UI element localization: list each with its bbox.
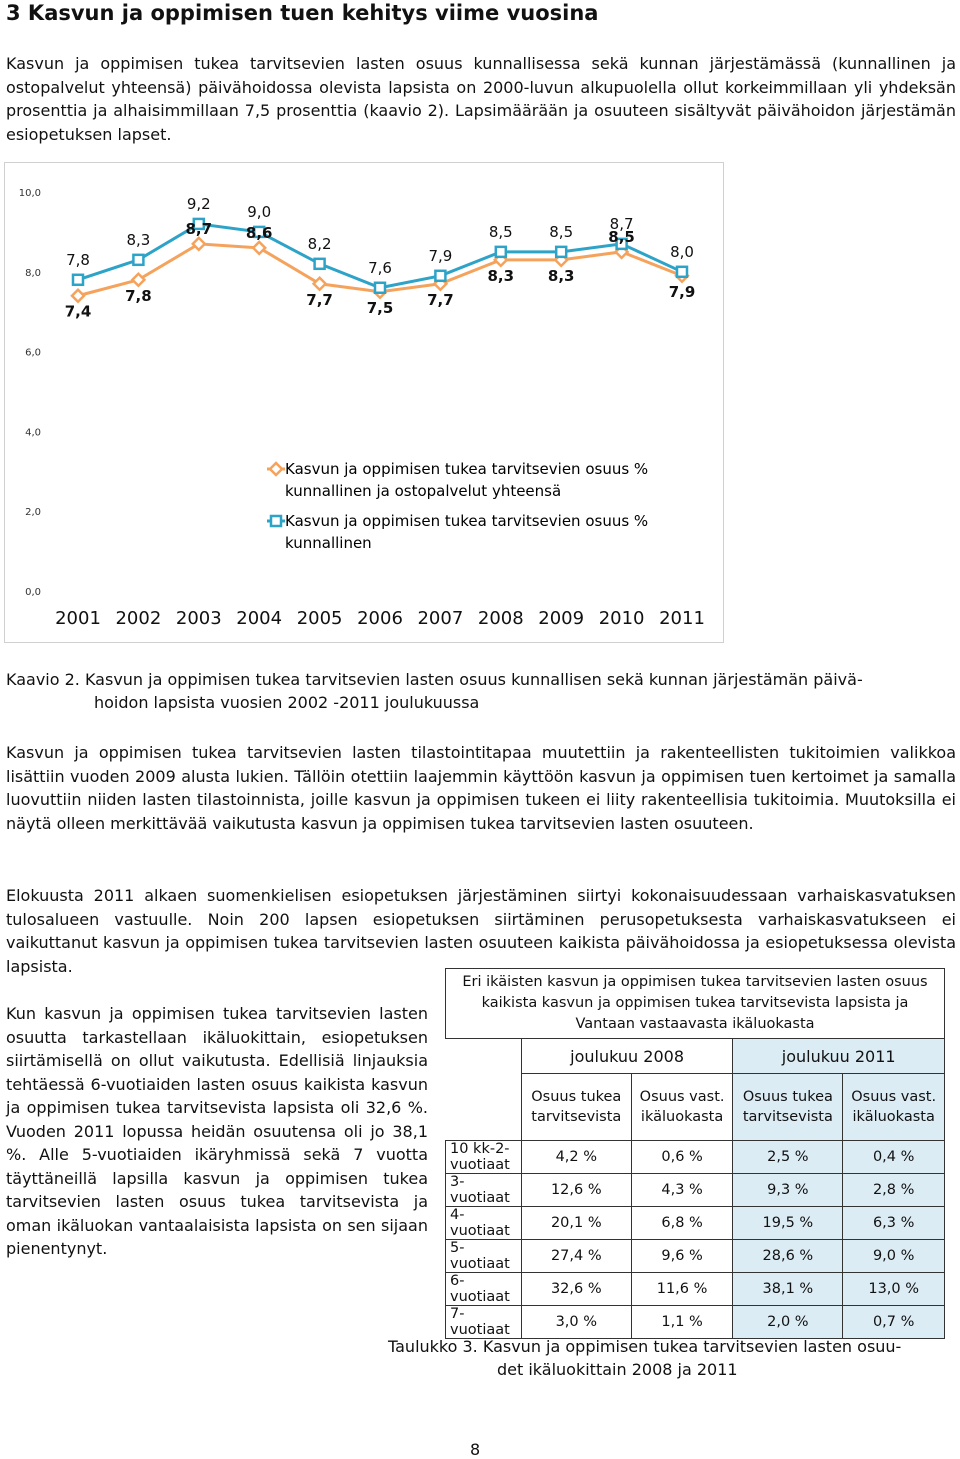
chart-caption-line2: hoidon lapsista vuosien 2002 -2011 joulukuussa bbox=[94, 693, 480, 712]
data-point-municipal bbox=[556, 247, 566, 257]
cell-age-share-2008: 4,3 % bbox=[631, 1174, 733, 1207]
data-label-total: 8,3 bbox=[487, 266, 515, 285]
cell-share-2011: 28,6 % bbox=[733, 1240, 843, 1273]
cell-age-share-2008: 6,8 % bbox=[631, 1207, 733, 1240]
cell-share-2008: 32,6 % bbox=[521, 1273, 631, 1306]
legend-text-municipal-2: kunnallinen bbox=[285, 534, 372, 552]
cell-age-share-2011: 0,4 % bbox=[843, 1141, 945, 1174]
x-tick-label: 2006 bbox=[357, 608, 403, 629]
chart-caption bbox=[6, 668, 863, 714]
data-label-total: 7,7 bbox=[427, 290, 454, 309]
table-row bbox=[446, 1273, 945, 1306]
row-label: 3-vuotiaat bbox=[446, 1174, 522, 1207]
table-row bbox=[446, 1306, 945, 1339]
cell-share-2011: 38,1 % bbox=[733, 1273, 843, 1306]
table-row bbox=[446, 1207, 945, 1240]
y-tick-label: 2,0 bbox=[25, 507, 41, 519]
y-tick-label: 4,0 bbox=[25, 427, 41, 439]
paragraph-3: Elokuusta 2011 alkaen suomenkielisen esiopetuksen järjestäminen siirtyi kokonaisuudessaan varhaiskasvatuksen tulosalueen vastuulle. Noin 200 lapsen esiopetuksen siirtäminen perusopetuksesta varhaiskasvatukseen ei vaikuttanut kasvun ja oppimisen tukea tarvitsevien lasten osuuteen kaikista päivähoidossa ja esiopetuksessa olevista lapsista. bbox=[6, 886, 956, 976]
cell-share-2008: 20,1 % bbox=[521, 1207, 631, 1240]
data-point-total bbox=[72, 290, 84, 302]
x-tick-label: 2003 bbox=[175, 608, 222, 629]
cell-share-2011: 9,3 % bbox=[733, 1174, 843, 1207]
cell-share-2011: 2,0 % bbox=[733, 1306, 843, 1339]
row-label: 10 kk-2-vuotiaat bbox=[446, 1141, 522, 1174]
cell-age-share-2011: 0,7 % bbox=[843, 1306, 945, 1339]
x-tick-label: 2008 bbox=[477, 608, 524, 629]
cell-share-2011: 19,5 % bbox=[733, 1207, 843, 1240]
table-caption-line1: Kasvun ja oppimisen tukea tarvitsevien lasten osuu- bbox=[482, 1337, 902, 1356]
data-label-municipal: 8,7 bbox=[609, 214, 634, 233]
cell-age-share-2008: 11,6 % bbox=[631, 1273, 733, 1306]
x-tick-label: 2011 bbox=[659, 608, 705, 629]
x-tick-label: 2010 bbox=[598, 608, 645, 629]
legend-text-total-2: kunnallinen ja ostopalvelut yhteensä bbox=[285, 482, 562, 500]
data-label-municipal: 8,5 bbox=[488, 222, 513, 241]
year-2008-header: joulukuu 2008 bbox=[521, 1039, 733, 1074]
x-tick-label: 2002 bbox=[115, 608, 162, 629]
row-label: 7-vuotiaat bbox=[446, 1306, 522, 1339]
data-label-municipal: 7,9 bbox=[428, 246, 453, 265]
cell-age-share-2008: 0,6 % bbox=[631, 1141, 733, 1174]
data-label-municipal: 9,2 bbox=[186, 194, 211, 213]
data-label-municipal: 9,0 bbox=[247, 202, 272, 221]
cell-share-2011: 2,5 % bbox=[733, 1141, 843, 1174]
row-label: 6-vuotiaat bbox=[446, 1273, 522, 1306]
section-heading: 3 Kasvun ja oppimisen tuen kehitys viime vuosina bbox=[6, 1, 599, 25]
data-label-total: 7,9 bbox=[668, 282, 696, 301]
data-label-total: 8,7 bbox=[185, 219, 213, 238]
legend-marker-total bbox=[270, 463, 282, 475]
cell-share-2008: 12,6 % bbox=[521, 1174, 631, 1207]
data-point-municipal bbox=[73, 275, 83, 285]
row-label: 5-vuotiaat bbox=[446, 1240, 522, 1273]
cell-share-2008: 4,2 % bbox=[521, 1141, 631, 1174]
table-row bbox=[446, 1141, 945, 1174]
y-tick-label: 0,0 bbox=[25, 587, 41, 598]
data-point-municipal bbox=[315, 259, 325, 269]
x-tick-label: 2001 bbox=[55, 608, 101, 629]
data-label-municipal: 7,6 bbox=[368, 258, 392, 277]
x-tick-label: 2004 bbox=[236, 608, 283, 629]
data-label-municipal: 8,3 bbox=[126, 230, 151, 249]
chart-canvas bbox=[5, 163, 725, 644]
page-number: 8 bbox=[470, 1440, 481, 1459]
data-label-total: 8,5 bbox=[608, 227, 635, 246]
cell-age-share-2011: 13,0 % bbox=[843, 1273, 945, 1306]
intro-paragraph: Kasvun ja oppimisen tukea tarvitsevien lasten osuus kunnallisessa sekä kunnan järjestämässä (kunnallinen ja ostopalvelut yhteensä) päivähoidossa olevista lapsista on 2000-luvun alkupuolella ollut korkeimmillaan yli yhdeksän prosenttia ja alhaisimmillaan 7,5 prosenttia (kaavio 2). Lapsimäärään ja osuuteen sisältyvät päivähoidon järjestämän esiopetuksen lapset. bbox=[6, 54, 956, 144]
row-label: 4-vuotiaat bbox=[446, 1207, 522, 1240]
col-header-age-share-2011: Osuus vast. ikäluokasta bbox=[843, 1074, 945, 1141]
data-label-total: 7,7 bbox=[306, 290, 333, 309]
paragraph-2: Kasvun ja oppimisen tukea tarvitsevien lasten tilastointitapaa muutettiin ja rakenteellisten tukitoimien valikkoa lisättiin vuoden 2009 alusta lukien. Tällöin otettiin laajemmin käyttöön kasvun ja oppimisen tuen kertoimet ja samalla luovuttiin niiden lasten tilastoinnista, joille kasvun ja oppimisen tukeen ei liity rakenteellisia tukitoimia. Muutoksilla ei näytä olleen merkittävää vaikutusta kasvun ja oppimisen tukea tarvitsevien lasten osuuteen. bbox=[6, 743, 956, 833]
col-header-share-2008: Osuus tukea tarvitsevista bbox=[521, 1074, 631, 1141]
table-caption bbox=[388, 1335, 901, 1381]
col-header-age-share-2008: Osuus vast. ikäluokasta bbox=[631, 1074, 733, 1141]
data-point-municipal bbox=[375, 283, 385, 293]
paragraph-4: Kun kasvun ja oppimisen tukea tarvitsevien lasten osuutta tarkastellaan ikäluokittain, esiopetuksen siirtämisellä on ollut vaikutusta. Edellisiä linjauksia tehtäessä 6-vuotiaiden lasten osuus kaikista kasvun ja oppimisen tukea tarvitsevista lapsista oli 32,6 %. Vuoden 2011 lopussa heidän osuutensa oli jo 38,1 %. Alle 5-vuotiaiden ikäryhmissä sekä 7 vuotta täyttäneillä lapsilla kasvun ja oppimisen tukea tarvitsevien lasten osuus tukea tarvitsevista ja oman ikäluokan vantaalaisista lapsista on sen sijaan pienentynyt. bbox=[6, 1004, 428, 1258]
data-label-municipal: 7,8 bbox=[66, 250, 90, 269]
data-label-total: 7,5 bbox=[366, 298, 394, 317]
cell-share-2008: 3,0 % bbox=[521, 1306, 631, 1339]
data-label-total: 8,6 bbox=[245, 223, 273, 242]
data-label-total: 7,8 bbox=[125, 286, 152, 305]
table-caption-label: Taulukko 3. bbox=[388, 1337, 478, 1356]
data-label-municipal: 8,2 bbox=[307, 234, 332, 253]
cell-age-share-2011: 9,0 % bbox=[843, 1240, 945, 1273]
data-label-municipal: 8,0 bbox=[670, 242, 694, 261]
data-point-municipal bbox=[435, 271, 445, 281]
data-point-municipal bbox=[677, 267, 687, 277]
y-tick-label: 10,0 bbox=[18, 188, 41, 199]
legend-text-municipal-1: Kasvun ja oppimisen tukea tarvitsevien osuus % bbox=[285, 512, 649, 530]
x-tick-label: 2007 bbox=[417, 608, 464, 629]
cell-age-share-2011: 2,8 % bbox=[843, 1174, 945, 1207]
table-caption-line2: det ikäluokittain 2008 ja 2011 bbox=[497, 1360, 738, 1379]
chart-caption-line1: Kasvun ja oppimisen tukea tarvitsevien lasten osuus kunnallisen sekä kunnan järjestämän päivä- bbox=[84, 670, 863, 689]
legend-text-total-1: Kasvun ja oppimisen tukea tarvitsevien osuus % bbox=[285, 460, 649, 478]
y-tick-label: 8,0 bbox=[25, 267, 41, 279]
cell-age-share-2008: 1,1 % bbox=[631, 1306, 733, 1339]
year-2011-header: joulukuu 2011 bbox=[733, 1039, 945, 1074]
col-header-share-2011: Osuus tukea tarvitsevista bbox=[733, 1074, 843, 1141]
chart-caption-label: Kaavio 2. bbox=[6, 670, 80, 689]
data-label-total: 7,4 bbox=[64, 302, 92, 321]
table-row bbox=[446, 1174, 945, 1207]
age-group-table bbox=[445, 968, 945, 1339]
cell-age-share-2011: 6,3 % bbox=[843, 1207, 945, 1240]
cell-age-share-2008: 9,6 % bbox=[631, 1240, 733, 1273]
cell-share-2008: 27,4 % bbox=[521, 1240, 631, 1273]
data-label-total: 8,3 bbox=[547, 266, 575, 285]
x-tick-label: 2005 bbox=[296, 608, 343, 629]
y-tick-label: 6,0 bbox=[25, 347, 41, 359]
line-chart bbox=[4, 162, 724, 643]
data-label-municipal: 8,5 bbox=[549, 222, 574, 241]
table-row bbox=[446, 1240, 945, 1273]
table-title: Eri ikäisten kasvun ja oppimisen tukea tarvitsevien lasten osuus kaikista kasvun ja oppimisen tukea tarvitsevista lapsista ja Vantaan vastaavasta ikäluokasta bbox=[446, 969, 945, 1039]
data-point-municipal bbox=[133, 255, 143, 265]
legend-marker-municipal bbox=[271, 516, 281, 526]
data-point-municipal bbox=[496, 247, 506, 257]
x-tick-label: 2009 bbox=[538, 608, 585, 629]
